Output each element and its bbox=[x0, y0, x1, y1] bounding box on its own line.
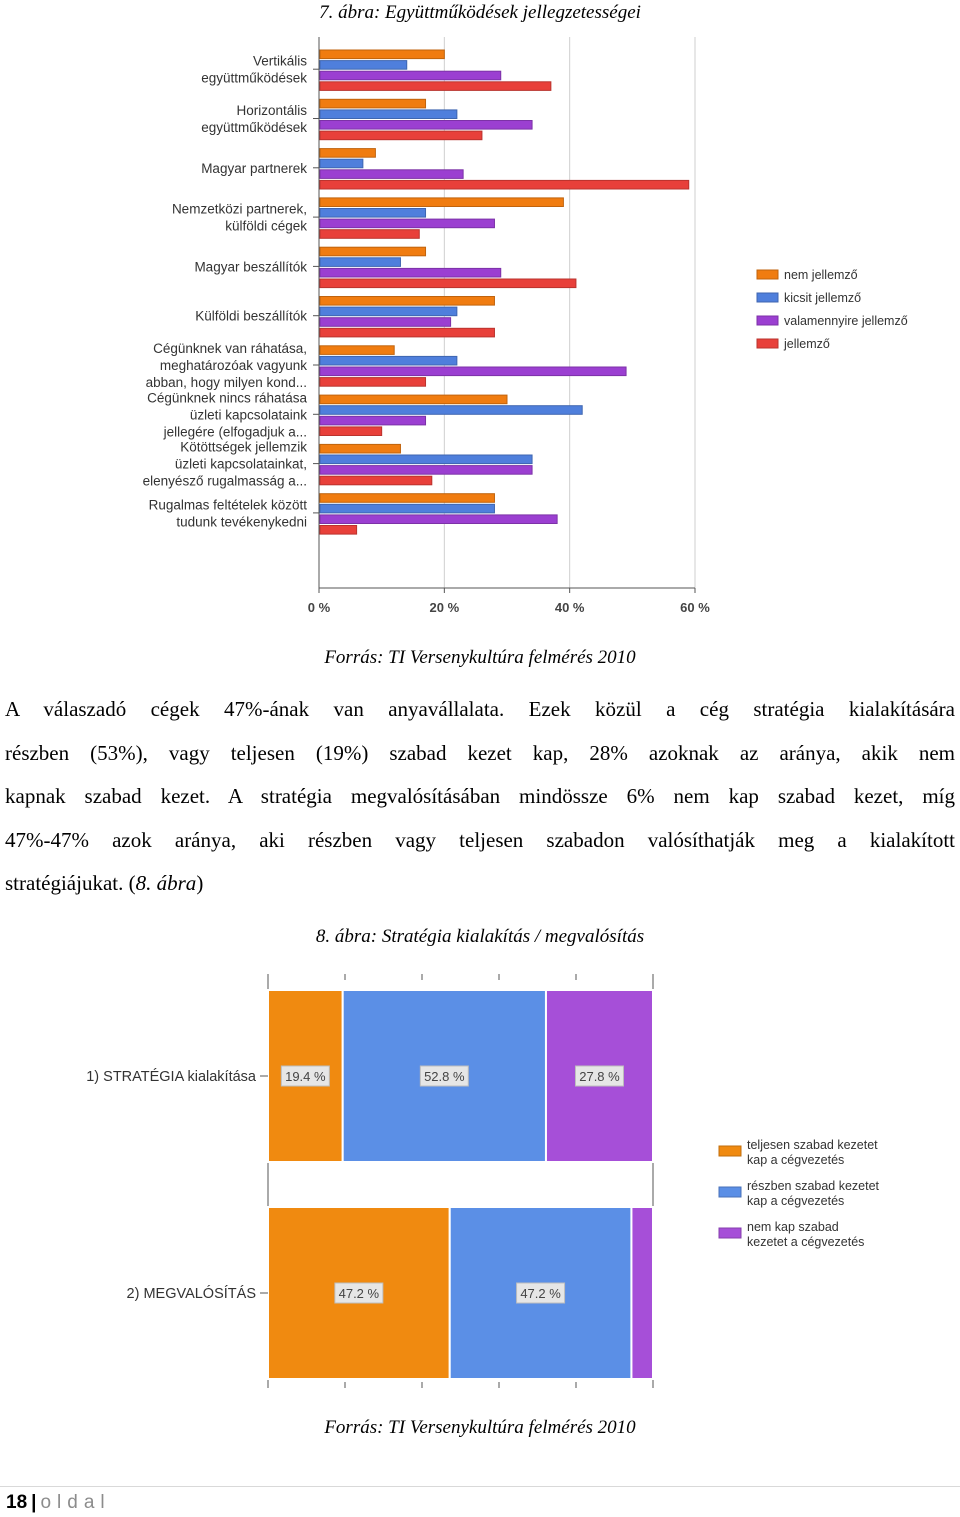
bar bbox=[320, 170, 463, 179]
bar bbox=[320, 378, 426, 387]
category-label: jellegére (elfogadjuk a... bbox=[163, 424, 307, 440]
bar bbox=[320, 328, 494, 337]
page-footer bbox=[0, 1486, 960, 1513]
data-label: 47.2 % bbox=[520, 1286, 561, 1301]
figure7-caption: 7. ábra: Együttműködések jellegzetességei bbox=[319, 2, 641, 23]
legend-label: kap a cégvezetés bbox=[747, 1153, 845, 1167]
x-tick-label: 20 % bbox=[429, 600, 460, 615]
category-label: együttműködések bbox=[201, 120, 307, 135]
legend-swatch bbox=[757, 339, 778, 348]
category-label: abban, hogy milyen kond... bbox=[145, 375, 307, 390]
bar bbox=[320, 416, 426, 425]
category-label: üzleti kapcsolataink bbox=[189, 407, 307, 423]
category-label: külföldi cégek bbox=[225, 218, 307, 234]
category-label: Cégünknek nincs ráhatása bbox=[147, 390, 307, 406]
paragraph-line: részben (53%), vagy teljesen (19%) szabad kezet kap, 28% azoknak az aránya, akik nem bbox=[5, 740, 955, 765]
bar bbox=[320, 346, 394, 355]
paragraph-line: kapnak szabad kezet. A stratégia megvalósításában mindössze 6% nem kap szabad kezet, míg bbox=[5, 784, 955, 808]
bar bbox=[320, 50, 444, 59]
figure8-caption: 8. ábra: Stratégia kialakítás / megvalósítás bbox=[315, 926, 645, 947]
legend-label: teljesen szabad kezetet bbox=[747, 1138, 878, 1152]
bar bbox=[320, 297, 494, 306]
legend-swatch bbox=[719, 1187, 741, 1197]
bar bbox=[320, 455, 532, 464]
bar bbox=[320, 466, 532, 475]
x-tick-label: 0 % bbox=[307, 600, 331, 615]
bar bbox=[320, 395, 507, 404]
paragraph-last-line-end: ) bbox=[196, 871, 204, 895]
data-label: 47.2 % bbox=[338, 1286, 380, 1301]
data-label: 52.8 % bbox=[424, 1069, 465, 1084]
legend-swatch bbox=[757, 316, 778, 325]
category-label: Magyar beszállítók bbox=[194, 259, 307, 275]
legend-label: valamennyire jellemző bbox=[784, 314, 908, 328]
bar bbox=[320, 494, 494, 503]
footer-separator: | bbox=[31, 1492, 37, 1513]
footer-word: oldal bbox=[40, 1492, 111, 1513]
category-label: Nemzetközi partnerek, bbox=[171, 201, 307, 217]
bar bbox=[320, 198, 563, 207]
bar bbox=[320, 131, 482, 140]
category-label: Rugalmas feltételek között bbox=[148, 497, 307, 513]
bar bbox=[320, 110, 457, 119]
category-label: elenyésző rugalmasság a... bbox=[142, 473, 307, 489]
figure7-chart bbox=[0, 25, 960, 655]
legend-label: nem kap szabad bbox=[747, 1220, 839, 1234]
paragraph-line: 47%-47% azok aránya, aki részben vagy teljesen szabadon valósíthatják meg a kialakított bbox=[5, 827, 955, 852]
category-label: Cégünknek van ráhatása, bbox=[153, 341, 307, 356]
bar bbox=[320, 247, 426, 256]
figure7-source: Forrás: TI Versenykultúra felmérés 2010 bbox=[324, 647, 636, 668]
data-label: 27.8 % bbox=[579, 1069, 620, 1084]
bar bbox=[320, 180, 689, 189]
bar bbox=[320, 99, 426, 108]
legend-label: kezetet a cégvezetés bbox=[747, 1235, 865, 1249]
bar bbox=[320, 219, 494, 228]
bar bbox=[320, 356, 457, 365]
bar bbox=[320, 406, 582, 415]
bar bbox=[320, 268, 501, 277]
category-label: meghatározóak vagyunk bbox=[159, 358, 307, 373]
category-label: együttműködések bbox=[201, 70, 307, 86]
bar bbox=[320, 121, 532, 130]
bar bbox=[320, 71, 501, 80]
data-label: 19.4 % bbox=[285, 1069, 326, 1084]
category-label: Vertikális bbox=[252, 53, 307, 69]
bar bbox=[320, 279, 576, 288]
bar bbox=[320, 230, 419, 239]
bar bbox=[320, 209, 426, 218]
legend-label: kap a cégvezetés bbox=[747, 1194, 845, 1208]
legend-label: nem jellemző bbox=[784, 268, 858, 282]
bar bbox=[320, 61, 407, 70]
legend-swatch bbox=[719, 1228, 741, 1238]
legend-label: jellemző bbox=[784, 337, 830, 351]
figure-reference: 8. ábra bbox=[135, 871, 197, 895]
x-tick-label: 60 % bbox=[680, 600, 710, 615]
paragraph-last-line-start: stratégiájukat. ( bbox=[5, 871, 136, 895]
category-label: 2) MEGVALÓSÍTÁS bbox=[126, 1286, 256, 1302]
bar bbox=[320, 515, 557, 524]
category-label: 1) STRATÉGIA kialakítása bbox=[86, 1069, 256, 1085]
body-paragraph bbox=[5, 688, 955, 906]
legend-label: kicsit jellemző bbox=[784, 291, 862, 305]
figure8-chart bbox=[0, 960, 960, 1405]
bar bbox=[320, 149, 375, 158]
legend-swatch bbox=[719, 1146, 741, 1156]
category-label: Külföldi beszállítók bbox=[195, 308, 307, 324]
legend-swatch bbox=[757, 293, 778, 302]
category-label: Magyar partnerek bbox=[201, 160, 307, 176]
legend-swatch bbox=[757, 270, 778, 279]
x-tick-label: 40 % bbox=[554, 600, 585, 615]
page-number-label bbox=[6, 1492, 111, 1514]
bar bbox=[320, 258, 400, 267]
bar bbox=[320, 318, 451, 327]
page-number: 18 bbox=[6, 1492, 28, 1513]
bar bbox=[320, 82, 551, 91]
category-label: Horizontális bbox=[236, 103, 307, 118]
bar bbox=[320, 427, 382, 436]
bar bbox=[320, 307, 457, 316]
legend-label: részben szabad kezetet bbox=[747, 1179, 880, 1193]
category-label: üzleti kapcsolatainkat, bbox=[174, 456, 307, 472]
bar bbox=[320, 444, 400, 453]
paragraph-last-line bbox=[5, 862, 955, 906]
figure8-source: Forrás: TI Versenykultúra felmérés 2010 bbox=[324, 1417, 636, 1438]
paragraph-line: A válaszadó cégek 47%-ának van anyavállalata. Ezek közül a cég stratégia kialakítására bbox=[5, 697, 955, 721]
bar bbox=[320, 526, 357, 535]
bar bbox=[320, 367, 626, 376]
stacked-bar-segment bbox=[631, 1207, 653, 1379]
category-label: tudunk tevékenykedni bbox=[176, 514, 307, 530]
bar bbox=[320, 504, 494, 513]
bar bbox=[320, 159, 363, 168]
category-label: Kötöttségek jellemzik bbox=[180, 439, 307, 455]
bar bbox=[320, 476, 432, 485]
